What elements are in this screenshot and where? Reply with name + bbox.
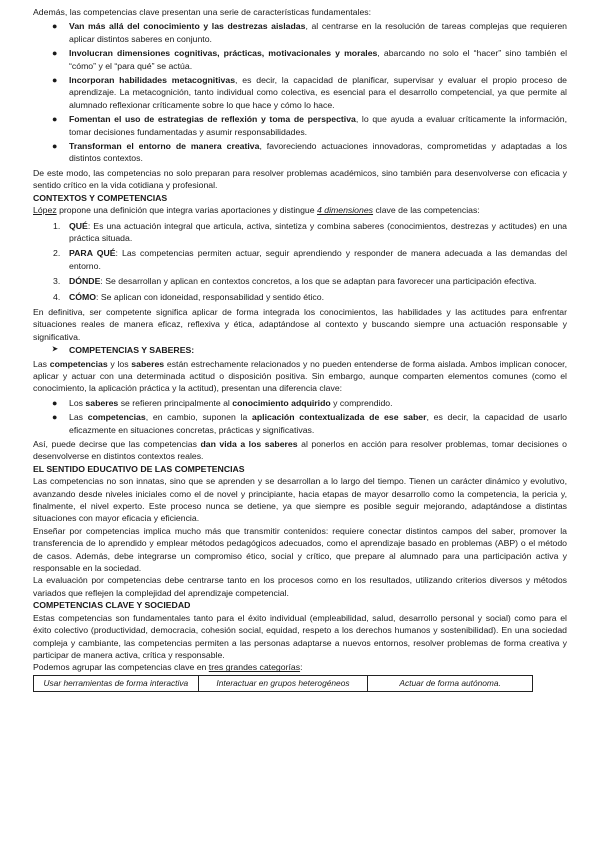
section-heading-sentido: EL SENTIDO EDUCATIVO DE LAS COMPETENCIAS: [33, 463, 245, 474]
feature-bullet: ● Incorporan habilidades metacognitivas, es decir, la capacidad de planificar, supervisar y evaluar el propio proceso de aprendizaje. La metacognición, tanto individual como colectiva, es esencial para el desarrollo competencial, ya que permite al alumnado reflexionar críticamente sobre lo que hace y cómo lo hace.: [52, 75, 567, 110]
sociedad-paragraph-2: Podemos agrupar las competencias clave en tres grandes categorías:: [33, 662, 303, 673]
sentido-paragraph-3: La evaluación por competencias debe centrarse tanto en los procesos como en los resultados, utilizando criterios diversos y métodos variados que reflejen la complejidad del aprendizaje competencial.: [33, 575, 567, 598]
bullet-dot-icon: ●: [52, 412, 58, 423]
section-heading-contextos: CONTEXTOS Y COMPETENCIAS: [33, 192, 168, 203]
saberes-closing: Así, puede decirse que las competencias dan vida a los saberes al ponerlos en acción para resolver problemas, tomar decisiones o desenvolverse en distintos contextos reales.: [33, 439, 567, 462]
feature-bullet: ● Involucran dimensiones cognitivas, prácticas, motivacionales y morales, abarcando no solo el “hacer” sino también el “cómo” y el “para qué” se actúa.: [52, 48, 567, 71]
subsection-heading-saberes: ➤ COMPETENCIAS Y SABERES:: [52, 345, 195, 356]
contextos-closing: En definitiva, ser competente significa aplicar de forma integrada los conocimientos, las habilidades y las actitudes para enfrentar situaciones reales de manera eficaz, reflexiva y ética, adaptándose al contexto y buscando siempre una actuación responsable y significativa.: [33, 306, 567, 342]
sentido-paragraph-2: Enseñar por competencias implica mucho más que transmitir contenidos: requiere conectar distintos campos del saber, promover la transferencia de lo aprendido y emplear métodos pedagógicos adecuados, como el aprendizaje basado en problemas (ABP) o el método de casos. Además, debe integrarse un compromiso ético, social y crítico, que prepare al alumnado para una participación activa y responsable en la sociedad.: [33, 525, 567, 574]
dimension-item: 3. DÓNDE: Se desarrollan y aplican en contextos concretos, a los que se adaptan para favorecer una participación efectiva.: [53, 276, 537, 287]
bullet-dot-icon: ●: [52, 48, 58, 59]
category-cell: Actuar de forma autónoma.: [368, 675, 533, 691]
bullet-dot-icon: ●: [52, 21, 58, 32]
categories-table: [33, 675, 533, 692]
sociedad-paragraph-1: Estas competencias son fundamentales tanto para el éxito individual (empleabilidad, salud, desarrollo personal y social) como para el éxito colectivo (productividad, democracia, cohesión social, equidad, respeto a los derechos humanos y sostenibilidad). En una sociedad compleja y cambiante, las competencias permiten a las personas adaptarse a nuevos entornos, resolver problemas de forma creativa y participar de manera activa, crítica y responsable.: [33, 612, 567, 660]
dimension-item: 1. QUÉ: Es una actuación integral que articula, activa, sintetiza y combina saberes (conocimientos, destrezas y actitudes) en una práctica situada.: [53, 220, 567, 243]
feature-bullet: ● Transforman el entorno de manera creativa, favoreciendo actuaciones innovadoras, comprometidas y adaptadas a los distintos contextos.: [52, 141, 567, 164]
bullet-dot-icon: ●: [52, 75, 58, 86]
bullet-dot-icon: ●: [52, 141, 58, 152]
table-row: [34, 675, 533, 691]
intro-closing: De este modo, las competencias no solo preparan para resolver problemas académicos, sino también para desenvolverse con eficacia y sentido crítico en la vida cotidiana y profesional.: [33, 167, 567, 191]
dimension-item: 2. PARA QUÉ: Las competencias permiten actuar, seguir aprendiendo y responder de manera adecuada a las demandas del entorno.: [53, 248, 568, 271]
sentido-paragraph-1: Las competencias no son innatas, sino que se aprenden y se desarrollan a lo largo del tiempo. Tienen un carácter dinámico y evolutivo, avanzando desde niveles iniciales como el de novel y principiante, hacia etapas de mayor desarrollo como la competencia, la pericia y, finalmente, el nivel experto. Este proceso nunca se detiene, ya que siempre es posible seguir mejorando, adaptándose a distintas situaciones con mayor eficacia y eficiencia.: [33, 476, 567, 524]
category-cell: Interactuar en grupos heterogéneos: [198, 675, 368, 691]
saberes-bullet: ● Los saberes se refieren principalmente al conocimiento adquirido y comprendido.: [52, 397, 393, 408]
dimension-item: 4. CÓMO: Se aplican con idoneidad, responsabilidad y sentido ético.: [53, 291, 324, 302]
document-page: [33, 6, 567, 692]
feature-bullet: ● Fomentan el uso de estrategias de reflexión y toma de perspectiva, lo que ayuda a evaluar críticamente la información, tomar decisiones fundamentadas y asumir responsabilidades.: [52, 114, 567, 137]
bullet-dot-icon: ●: [52, 114, 58, 125]
intro-text: Además, las competencias clave presentan una serie de características fundamentales:: [33, 7, 372, 17]
arrow-right-icon: ➤: [52, 346, 58, 354]
saberes-bullet: ● Las competencias, en cambio, suponen la aplicación contextualizada de ese saber, es decir, la capacidad de usarlo eficazmente en situaciones concretas, prácticas y significativas.: [52, 412, 567, 435]
contextos-intro: López propone una definición que integra varias aportaciones y distingue 4 dimensiones clave de las competencias:: [33, 205, 480, 216]
feature-bullet: ● Van más allá del conocimiento y las destrezas aisladas, al centrarse en la resolución de tareas complejas que requieren aplicar distintos saberes en conjunto.: [52, 21, 567, 44]
bullet-dot-icon: ●: [52, 397, 58, 408]
section-heading-sociedad: COMPETENCIAS CLAVE Y SOCIEDAD: [33, 600, 191, 611]
category-cell: Usar herramientas de forma interactiva: [34, 675, 199, 691]
saberes-paragraph: Las competencias y los saberes están estrechamente relacionados y no pueden entenderse de forma aislada. Ambos implican conocer, aplicar y actuar con una determinada actitud o disposición positiva. Sin embargo, aunque comparten elementos comunes (como el conocimiento, la aplicación práctica y la actitud), presentan una diferencia clave:: [33, 358, 568, 394]
